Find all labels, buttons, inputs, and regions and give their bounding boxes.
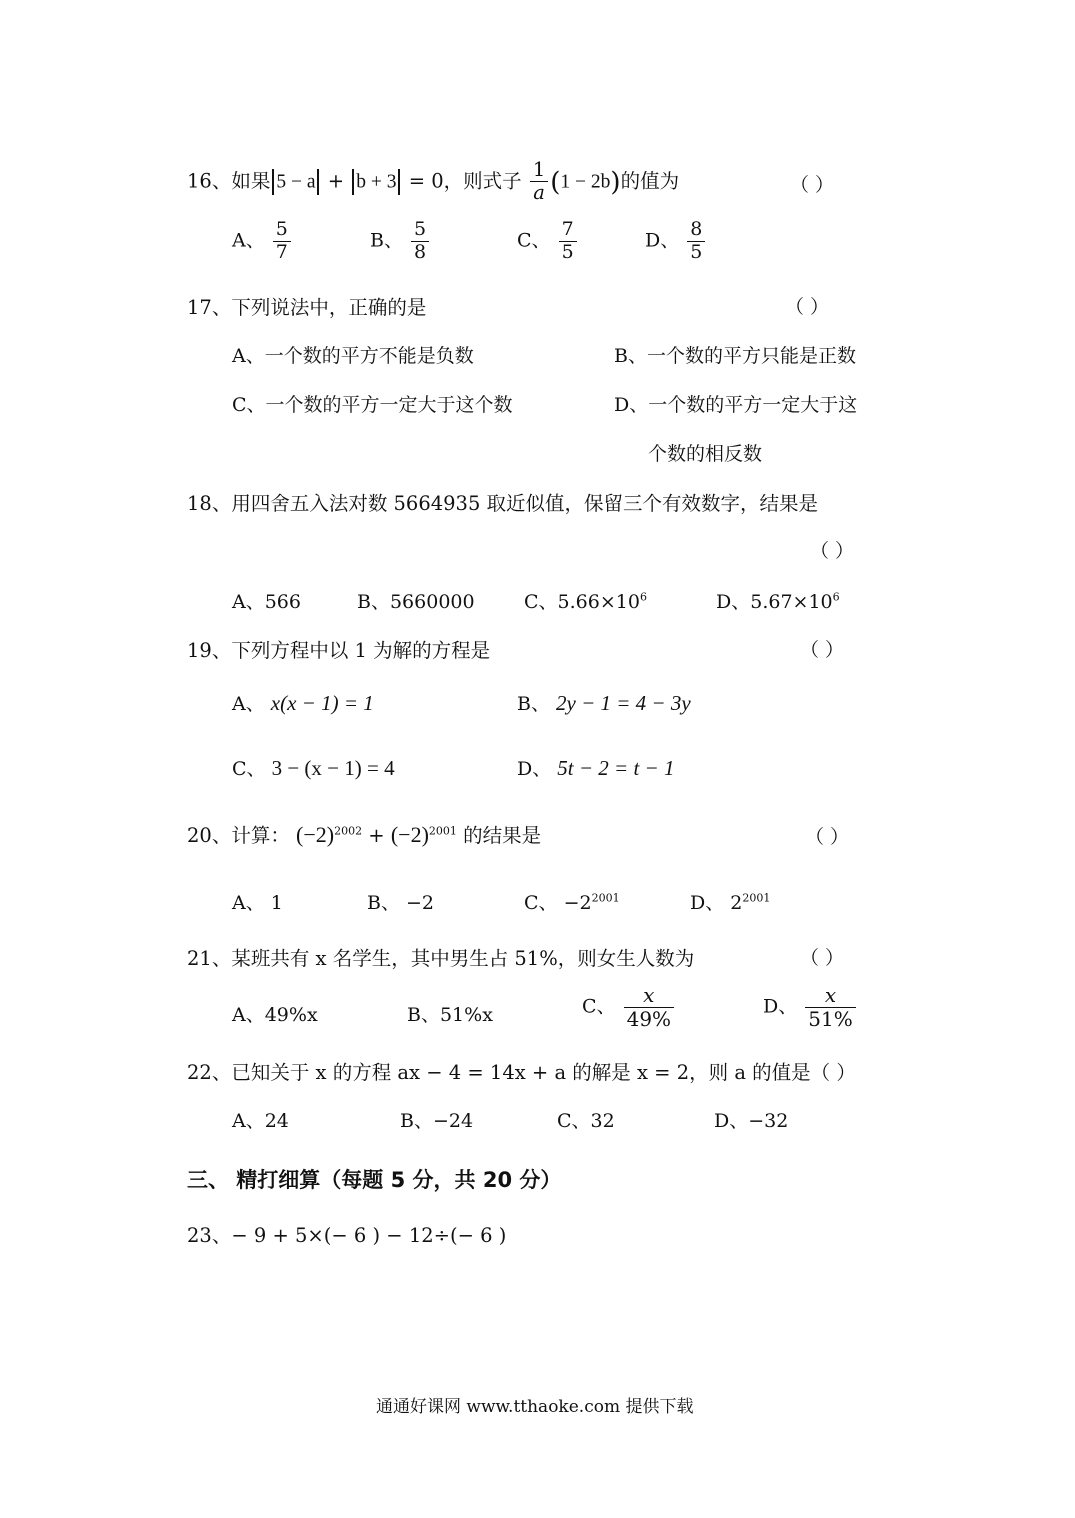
q16-plus: +: [327, 169, 345, 193]
q16-option-d[interactable]: D、 $\frac{8}{5}$: [645, 220, 707, 263]
question-19: 19、下列方程中以 1 为解的方程是: [187, 639, 491, 662]
q21-option-c[interactable]: C、 $\frac{x}{49\%}$: [582, 985, 676, 1030]
q16-paren-expr: 1 − 2b: [560, 171, 611, 193]
q20-option-b[interactable]: B、 −2: [367, 892, 435, 914]
q21-option-b[interactable]: B、51%x: [407, 1004, 493, 1026]
q16-option-b[interactable]: B、 $\frac{5}{8}$: [370, 220, 431, 263]
q17-option-a[interactable]: A、一个数的平方不能是负数: [232, 345, 474, 367]
q20-answer-blank[interactable]: （ ）: [805, 826, 850, 848]
q17-option-c[interactable]: C、一个数的平方一定大于这个数: [232, 394, 513, 416]
q16-answer-blank[interactable]: （ ）: [790, 174, 835, 196]
q17-answer-blank[interactable]: （ ）: [785, 296, 830, 318]
q18-option-d[interactable]: D、$5.67\times 10^6$: [716, 590, 840, 613]
question-17: 17、下列说法中，正确的是: [187, 296, 427, 319]
question-20: 20、计算： $(-2)^{2002} + (-2)^{2001}$ 的结果是: [187, 822, 542, 847]
question-22: 22、已知关于 x 的方程 ax − 4 = 14x + a 的解是 x = 2，则 a 的值是（ ）: [187, 1061, 856, 1084]
q16-abs-b: b + 3: [356, 171, 397, 193]
q20-option-c[interactable]: C、 $-2^{2001}$: [524, 891, 620, 914]
q19-option-b[interactable]: B、 2y − 1 = 4 − 3y: [517, 691, 691, 715]
q20-option-a[interactable]: A、 1: [232, 892, 283, 914]
page-footer: 通通好课网 www.tthaoke.com 提供下载: [376, 1397, 694, 1417]
q17-option-d-cont: 个数的相反数: [648, 443, 763, 465]
q22-option-b[interactable]: B、−24: [400, 1110, 474, 1132]
q16-abs-a: 5 − a: [276, 171, 316, 193]
q18-option-a[interactable]: A、566: [232, 591, 301, 613]
q19-option-c[interactable]: C、 3 − (x − 1) = 4: [232, 756, 395, 780]
q19-option-a[interactable]: A、 x(x − 1) = 1: [232, 691, 374, 715]
q16-option-a[interactable]: A、 $\frac{5}{7}$: [232, 220, 293, 263]
q17-option-b[interactable]: B、一个数的平方只能是正数: [614, 345, 856, 367]
q22-option-c[interactable]: C、32: [557, 1110, 615, 1132]
q16-option-c[interactable]: C、 $\frac{7}{5}$: [517, 220, 579, 263]
question-18: 18、用四舍五入法对数 5664935 取近似值，保留三个有效数字，结果是: [187, 492, 819, 515]
q16-fraction: $\frac{1}{a}$: [530, 160, 548, 204]
q21-option-d[interactable]: D、 $\frac{x}{51\%}$: [763, 985, 858, 1030]
q18-answer-blank[interactable]: （ ）: [810, 540, 855, 562]
q21-option-a[interactable]: A、49%x: [232, 1004, 318, 1026]
question-21: 21、某班共有 x 名学生，其中男生占 51%，则女生人数为: [187, 947, 695, 970]
q22-option-d[interactable]: D、−32: [714, 1110, 789, 1132]
question-16: 16、如果 5 − a + b + 3 = 0，则式子 $\frac{1}{a}$ (1 − 2b)的值为: [187, 158, 680, 205]
q21-answer-blank[interactable]: （ ）: [800, 947, 845, 969]
q18-option-c[interactable]: C、$5.66\times 10^6$: [524, 590, 647, 613]
q16-tail: 的值为: [620, 169, 680, 193]
q19-option-d[interactable]: D、 5t − 2 = t − 1: [517, 756, 675, 780]
question-23: 23、− 9 + 5×(− 6 ) − 12÷(− 6 ): [187, 1224, 507, 1247]
q16-eq: = 0，则式子: [408, 169, 522, 193]
q22-option-a[interactable]: A、24: [232, 1110, 289, 1132]
q17-option-d[interactable]: D、一个数的平方一定大于这: [614, 394, 858, 416]
q20-option-d[interactable]: D、 $2^{2001}$: [690, 891, 771, 914]
q16-number: 16、如果: [187, 169, 271, 193]
section-3-heading: 三、 精打细算（每题 5 分，共 20 分）: [187, 1168, 562, 1192]
q18-option-b[interactable]: B、5660000: [357, 591, 475, 613]
q19-answer-blank[interactable]: （ ）: [800, 639, 845, 661]
